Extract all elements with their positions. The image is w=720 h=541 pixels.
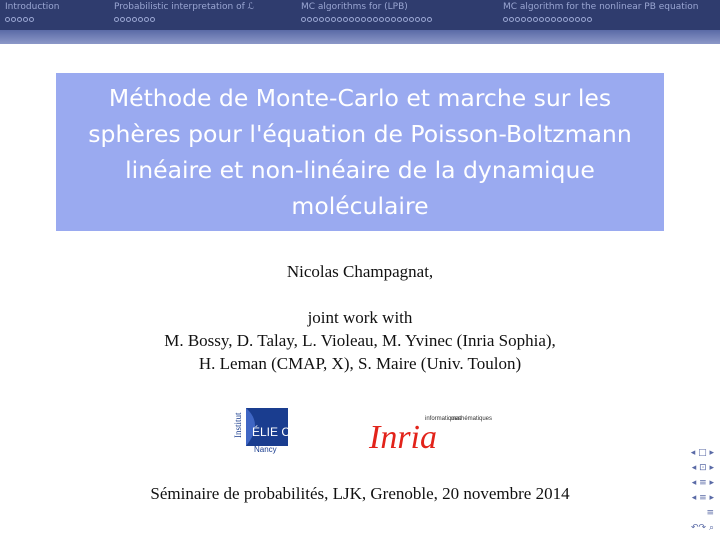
nav-slide-dots[interactable] <box>503 16 698 24</box>
title-line: Méthode de Monte-Carlo et marche sur les <box>108 84 612 112</box>
logo-inria-tag2: mathématiques <box>451 416 493 422</box>
nav-slide-dot[interactable] <box>150 17 155 22</box>
nav-slide-dot[interactable] <box>545 17 550 22</box>
nav-slide-dot[interactable] <box>367 17 372 22</box>
nav-slide-dot[interactable] <box>503 17 508 22</box>
nav-section-mc-algorithms[interactable] <box>301 2 433 24</box>
logo-inria-tag1: informatiques <box>425 416 462 422</box>
navsym-section[interactable]: ◂ ≡ ▸ <box>691 478 714 488</box>
nav-slide-dot[interactable] <box>569 17 574 22</box>
inria-logo <box>367 410 493 456</box>
nav-slide-dot[interactable] <box>11 17 16 22</box>
nav-slide-dot[interactable] <box>126 17 131 22</box>
navigation-bar <box>0 0 720 30</box>
nav-slide-dot[interactable] <box>515 17 520 22</box>
nav-section-probabilistic[interactable] <box>114 2 254 24</box>
nav-slide-dot[interactable] <box>427 17 432 22</box>
nav-slide-dot[interactable] <box>349 17 354 22</box>
nav-slide-dot[interactable] <box>563 17 568 22</box>
institut-elie-cartan-logo <box>232 404 332 456</box>
navsym-frame[interactable]: ◂ □ ▸ <box>690 448 714 458</box>
nav-slide-dot[interactable] <box>114 17 119 22</box>
nav-section-introduction[interactable] <box>5 2 60 24</box>
nav-slide-dot[interactable] <box>587 17 592 22</box>
nav-slide-dot[interactable] <box>373 17 378 22</box>
nav-slide-dot[interactable] <box>521 17 526 22</box>
navsym-appendix[interactable]: ≡ <box>706 508 714 518</box>
nav-slide-dot[interactable] <box>343 17 348 22</box>
nav-slide-dot[interactable] <box>409 17 414 22</box>
logo-iec-word1: Institut <box>233 412 243 438</box>
nav-slide-dot[interactable] <box>313 17 318 22</box>
nav-slide-dot[interactable] <box>527 17 532 22</box>
nav-slide-dots[interactable] <box>114 16 254 24</box>
navigation-bar-bottom <box>0 30 720 44</box>
nav-slide-dot[interactable] <box>397 17 402 22</box>
nav-slide-dot[interactable] <box>325 17 330 22</box>
title-line: moléculaire <box>291 192 429 220</box>
nav-section-nonlinear[interactable] <box>503 2 698 24</box>
nav-slide-dot[interactable] <box>307 17 312 22</box>
nav-slide-dot[interactable] <box>5 17 10 22</box>
nav-slide-dot[interactable] <box>421 17 426 22</box>
title-box <box>56 73 664 231</box>
nav-section-label[interactable]: Introduction <box>5 2 60 12</box>
nav-slide-dot[interactable] <box>403 17 408 22</box>
nav-slide-dot[interactable] <box>319 17 324 22</box>
logo-iec-word3: Nancy <box>254 445 277 454</box>
nav-section-label[interactable]: MC algorithms for (LPB) <box>301 2 408 12</box>
nav-slide-dot[interactable] <box>144 17 149 22</box>
coauthors-line: H. Leman (CMAP, X), S. Maire (Univ. Toulon) <box>198 354 522 373</box>
navsym-search[interactable]: ↶↷ ⌕ <box>691 523 714 533</box>
coauthors-line: M. Bossy, D. Talay, L. Violeau, M. Yvinec (Inria Sophia), <box>164 331 556 350</box>
nav-slide-dot[interactable] <box>132 17 137 22</box>
title-line: linéaire et non-linéaire de la dynamique <box>125 156 595 184</box>
logo-iec-word2: ÉLIE CARTAN <box>252 425 330 439</box>
nav-slide-dot[interactable] <box>138 17 143 22</box>
nav-slide-dot[interactable] <box>575 17 580 22</box>
nav-slide-dot[interactable] <box>385 17 390 22</box>
author-name: Nicolas Champagnat, <box>286 262 434 281</box>
coauthors-intro: joint work with <box>307 308 413 327</box>
nav-slide-dot[interactable] <box>415 17 420 22</box>
coauthors <box>0 306 720 375</box>
nav-slide-dot[interactable] <box>355 17 360 22</box>
title-line: sphères pour l'équation de Poisson-Boltzmann <box>88 120 632 148</box>
nav-slide-dot[interactable] <box>551 17 556 22</box>
nav-slide-dot[interactable] <box>557 17 562 22</box>
logo-inria-word: Inria <box>369 419 437 456</box>
nav-slide-dot[interactable] <box>301 17 306 22</box>
nav-slide-dot[interactable] <box>29 17 34 22</box>
nav-slide-dot[interactable] <box>337 17 342 22</box>
nav-slide-dot[interactable] <box>120 17 125 22</box>
nav-slide-dot[interactable] <box>17 17 22 22</box>
navsym-document[interactable]: ◂ ≡ ▸ <box>691 493 714 503</box>
seminar-info: Séminaire de probabilités, LJK, Grenoble, 20 novembre 2014 <box>150 484 570 503</box>
nav-section-label[interactable]: Probabilistic interpretation of ℒ <box>114 2 255 12</box>
nav-slide-dot[interactable] <box>509 17 514 22</box>
nav-slide-dot[interactable] <box>23 17 28 22</box>
nav-slide-dot[interactable] <box>581 17 586 22</box>
nav-slide-dot[interactable] <box>539 17 544 22</box>
nav-slide-dots[interactable] <box>301 16 433 24</box>
nav-slide-dot[interactable] <box>331 17 336 22</box>
nav-section-label[interactable]: MC algorithm for the nonlinear PB equation <box>503 2 699 12</box>
nav-slide-dot[interactable] <box>361 17 366 22</box>
navsym-subsection[interactable]: ◂ ⊡ ▸ <box>691 463 714 473</box>
nav-slide-dot[interactable] <box>379 17 384 22</box>
nav-slide-dots[interactable] <box>5 16 60 24</box>
nav-slide-dot[interactable] <box>391 17 396 22</box>
nav-slide-dot[interactable] <box>533 17 538 22</box>
